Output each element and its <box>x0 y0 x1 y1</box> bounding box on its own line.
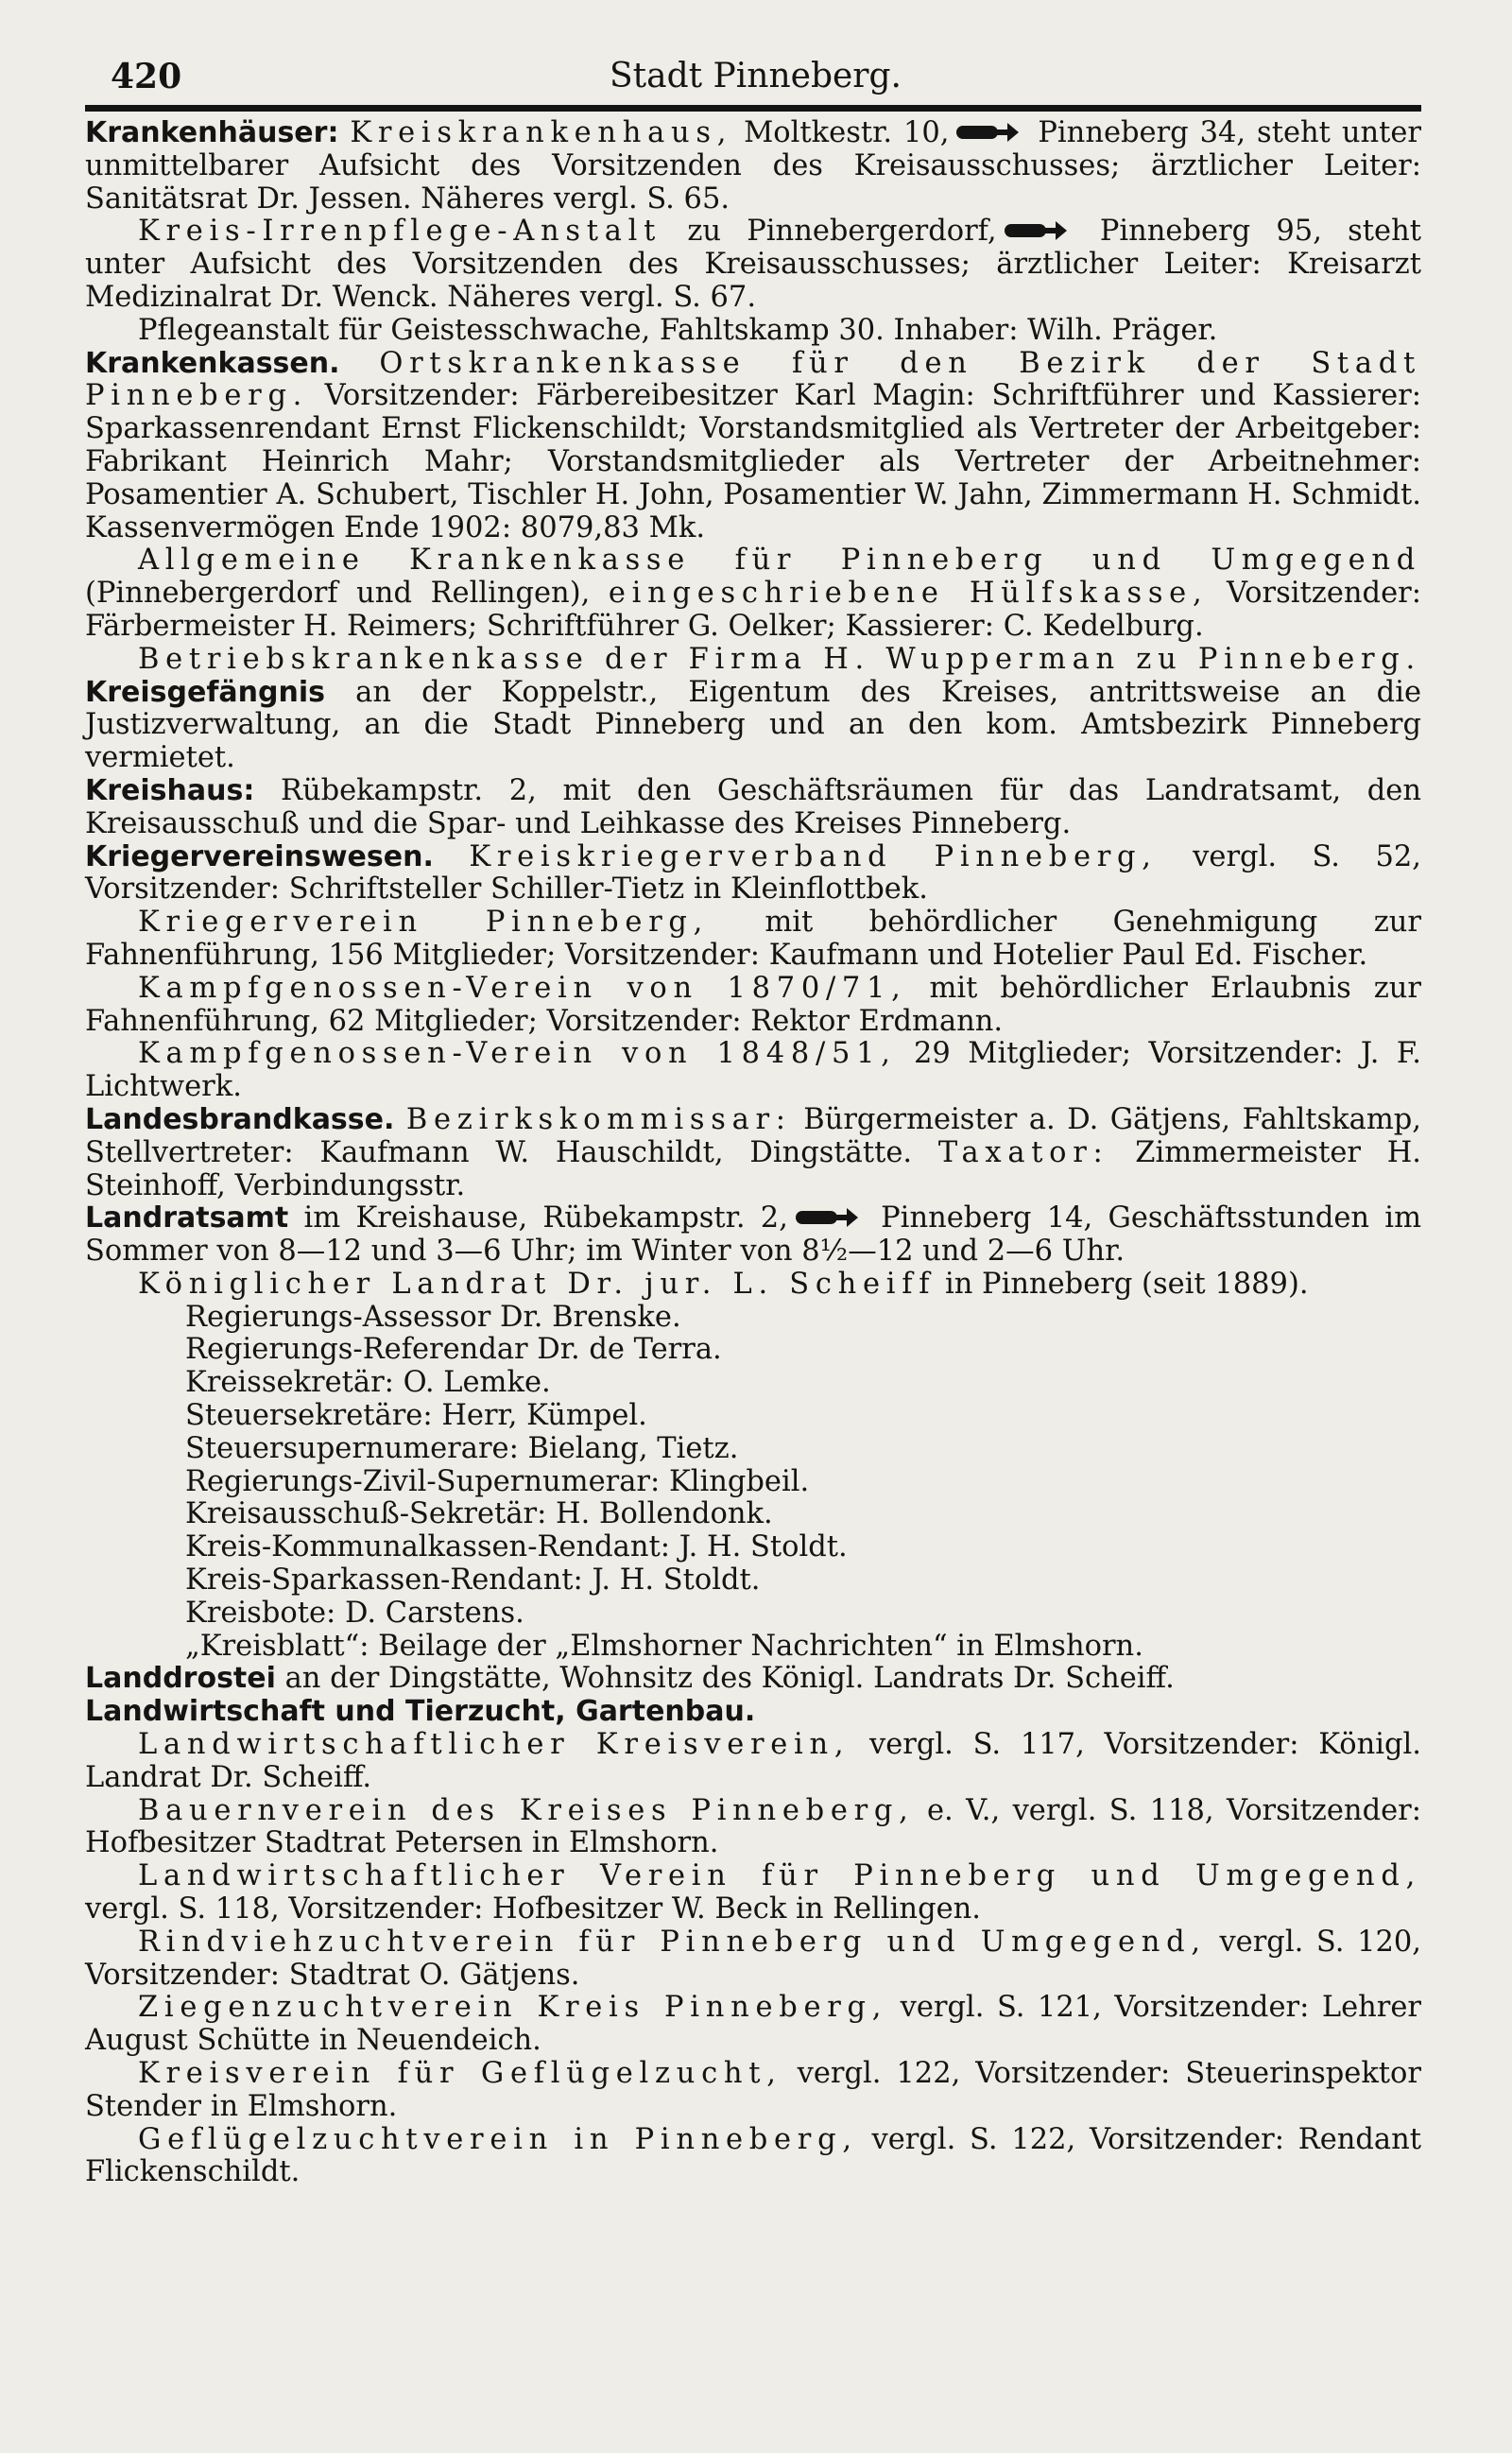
entry-keyword: Kreisgefängnis <box>85 675 325 709</box>
staff-line <box>85 1466 1421 1499</box>
staff-text: Regierungs-Assessor Dr. Brenske. <box>185 1300 681 1334</box>
page-header <box>90 49 1421 106</box>
entry-text: im Kreishause, Rübekampstr. 2, <box>303 1201 788 1235</box>
entry-keyword: Kreishaus: <box>85 773 255 807</box>
entry-text: Pflegeanstalt für Geistesschwache, Fahltskamp 30. Inhaber: Wilh. Präger. <box>138 313 1218 347</box>
entry-text: Bürgermeister a. D. Gätjens, Fahltskamp, Stellvertreter: Kaufmann W. Hauschildt, Dingstätte. <box>85 1102 1421 1169</box>
entry-text: vergl. S. 118, Vorsitzender: Hofbesitzer W. Beck in Rellingen. <box>85 1892 981 1926</box>
staff-line <box>85 1433 1421 1466</box>
telephone-icon <box>954 120 1021 145</box>
entry-spaced-name: Kreis-Irrenpflege-Anstalt <box>138 215 662 249</box>
entry-spaced-name: Allgemeine Krankenkasse für Pinneberg und Umgegend <box>138 544 1421 578</box>
entry-text: e. V., vergl. S. 118, Vorsitzender: Hofbesitzer Stadtrat Petersen in Elmshorn. <box>85 1793 1421 1860</box>
staff-text: Kreisausschuß-Sekretär: H. Bollendonk. <box>185 1497 773 1531</box>
entry-spaced-name: Kampfgenossen-Verein von 1870/71, <box>138 971 907 1005</box>
entry-text: vergl. S. 117, Vorsitzender: Königl. Landrat Dr. Scheiff. <box>85 1728 1421 1794</box>
directory-subentry <box>85 1860 1421 1926</box>
staff-line <box>85 1564 1421 1598</box>
staff-line <box>85 1367 1421 1400</box>
entry-spaced-name: Königlicher Landrat Dr. jur. L. Scheiff <box>138 1267 936 1301</box>
directory-subentry <box>85 2058 1421 2124</box>
directory-subentry <box>85 2124 1421 2190</box>
entry-spaced-name: Kampfgenossen-Verein von 1848/51, <box>138 1037 897 1071</box>
directory-entry <box>85 1202 1421 1269</box>
directory-subentry <box>85 907 1421 973</box>
entry-keyword: Landesbrandkasse. <box>85 1102 395 1136</box>
entry-text: Pinneberg 14, Geschäftsstunden im Sommer von 8—12 und 3—6 Uhr; im Winter von 8½—12 und 2—6 Uhr. <box>85 1201 1421 1269</box>
entry-spaced-name: Rindviehzuchtverein für Pinneberg und Umgegend, <box>138 1925 1207 1959</box>
entry-spaced-name: Bezirkskommissar: <box>405 1102 792 1136</box>
entry-text: vergl. S. 122, Vorsitzender: Rendant Flickenschildt. <box>85 2122 1421 2189</box>
header-rule <box>85 105 1421 112</box>
directory-content <box>85 117 1421 2189</box>
directory-subentry <box>85 544 1421 643</box>
staff-text: Kreisbote: D. Carstens. <box>185 1596 524 1630</box>
entry-text: mit behördlicher Erlaubnis zur Fahnenführung, 62 Mitglieder; Vorsitzender: Rektor Erdmann. <box>85 971 1421 1038</box>
directory-subentry <box>85 1729 1421 1795</box>
staff-text: Kreis-Kommunalkassen-Rendant: J. H. Stoldt. <box>185 1530 848 1564</box>
telephone-icon <box>1003 218 1069 243</box>
telephone-icon <box>794 1205 860 1230</box>
entry-text: vergl. S. 120, Vorsitzender: Stadtrat O. Gätjens. <box>85 1925 1421 1992</box>
entry-text: in Pinneberg (seit 1889). <box>936 1267 1309 1301</box>
directory-entry <box>85 841 1421 907</box>
staff-line <box>85 1498 1421 1531</box>
entry-spaced-name: Landwirtschaftlicher Kreisverein, <box>138 1728 850 1762</box>
directory-subentry <box>85 1795 1421 1861</box>
staff-line <box>85 1400 1421 1433</box>
staff-text: Regierungs-Zivil-Supernumerar: Klingbeil. <box>185 1464 810 1498</box>
entry-keyword: Landratsamt <box>85 1201 289 1235</box>
directory-subentry <box>85 644 1421 677</box>
entry-spaced-name: Landwirtschaftlicher Verein für Pinneberg und Umgegend, <box>138 1859 1421 1893</box>
staff-text: Steuersekretäre: Herr, Kümpel. <box>185 1399 647 1433</box>
entry-text: vergl. 122, Vorsitzender: Steuerinspektor Stender in Elmshorn. <box>85 2057 1421 2123</box>
entry-text: Moltkestr. 10, <box>732 116 950 149</box>
entry-text: (Pinnebergerdorf und Rellingen), <box>85 577 609 611</box>
staff-line <box>85 1302 1421 1335</box>
staff-text: „Kreisblatt“: Beilage der „Elmshorner Nachrichten“ in Elmshorn. <box>185 1629 1143 1663</box>
directory-entry <box>85 775 1421 841</box>
entry-spaced-name: Geflügelzuchtverein in Pinneberg, <box>138 2122 858 2156</box>
entry-keyword: Krankenkassen. <box>85 346 340 380</box>
entry-text: Zimmermeister H. Steinhoff, Verbindungsstr. <box>85 1135 1421 1202</box>
directory-subentry <box>85 216 1421 314</box>
entry-text: an der Koppelstr., Eigentum des Kreises, antrittsweise an die Justizverwaltung, an die Stadt Pinneberg und an den kom. Amtsbezirk Pinneberg vermietet. <box>85 675 1421 775</box>
entry-spaced-name: Bauernverein des Kreises Pinneberg, <box>138 1793 915 1827</box>
directory-subentry <box>85 973 1421 1039</box>
entry-keyword: Kriegervereinswesen. <box>85 839 434 873</box>
page-number: 420 <box>111 57 182 96</box>
entry-spaced-name: Ziegenzuchtverein Kreis Pinneberg, <box>138 1991 888 2025</box>
directory-entry <box>85 1663 1421 1696</box>
directory-subentry <box>85 1992 1421 2058</box>
staff-text: Kreis-Sparkassen-Rendant: J. H. Stoldt. <box>185 1563 761 1598</box>
entry-keyword: Landwirtschaft und Tierzucht, Gartenbau. <box>85 1695 756 1729</box>
entry-spaced-name: Kriegerverein Pinneberg, <box>138 906 710 940</box>
directory-subentry <box>85 315 1421 348</box>
entry-text: 29 Mitglieder; Vorsitzender: J. F. Lichtwerk. <box>85 1037 1421 1104</box>
entry-spaced-name: Taxator: <box>937 1135 1109 1169</box>
entry-spaced-name: Ortskrankenkasse für den Bezirk der Stadt Pinneberg. <box>85 346 1421 413</box>
staff-text: Regierungs-Referendar Dr. de Terra. <box>185 1333 722 1367</box>
entry-text: Vorsitzender: Färbereibesitzer Karl Magin: Schriftführer und Kassierer: Sparkassenrendant Ernst Flickenschildt; Vorstandsmitglied als Vertreter der Arbeitgeber: Fabrikant Heinrich Mahr; Vorstandsmitglieder als Vertreter der Arbeitnehmer: Posamentier A. Schubert, Tischler H. John, Posamentier W. Jahn, Zimmermann H. Schmidt. Kassenvermögen Ende 1902: 8079,83 Mk. <box>85 379 1421 544</box>
entry-text: vergl. S. 52, Vorsitzender: Schriftsteller Schiller-Tietz in Kleinflottbek. <box>85 839 1421 907</box>
directory-subentry <box>85 1038 1421 1104</box>
entry-spaced-name: Kreiskriegerverband Pinneberg, <box>469 839 1158 873</box>
staff-line <box>85 1598 1421 1631</box>
entry-text: mit behördlicher Genehmigung zur Fahnenführung, 156 Mitglieder; Vorsitzender: Kaufmann und Hotelier Paul Ed. Fischer. <box>85 906 1421 972</box>
directory-entry <box>85 1696 1421 1729</box>
page-title: Stadt Pinneberg. <box>609 57 902 95</box>
entry-text: zu Pinnebergerdorf, <box>662 215 997 249</box>
entry-spaced-name: eingeschriebene Hülfskasse, <box>608 577 1209 611</box>
staff-line <box>85 1334 1421 1367</box>
entry-spaced-name: Betriebskrankenkasse der Firma H. Wupperman zu Pinneberg. <box>138 642 1421 676</box>
entry-text: an der Dingstätte, Wohnsitz des Königl. Landrats Dr. Scheiff. <box>284 1662 1175 1696</box>
entry-text: Pinneberg 34, steht unter unmittelbarer Aufsicht des Vorsitzenden des Kreisausschusses; ärztlicher Leiter: Sanitätsrat Dr. Jessen. Näheres vergl. S. 65. <box>85 116 1421 216</box>
entry-keyword: Landdrostei <box>85 1662 276 1696</box>
staff-text: Kreissekretär: O. Lemke. <box>185 1366 551 1400</box>
staff-line <box>85 1531 1421 1564</box>
entry-keyword: Krankenhäuser: <box>85 116 339 149</box>
entry-text: Pinneberg 95, steht unter Aufsicht des Vorsitzenden des Kreisausschusses; ärztlicher Leiter: Kreisarzt Medizinalrat Dr. Wenck. Näheres vergl. S. 67. <box>85 215 1421 314</box>
entry-text: vergl. S. 121, Vorsitzender: Lehrer August Schütte in Neuendeich. <box>85 1991 1421 2058</box>
directory-entry <box>85 1104 1421 1202</box>
staff-text: Steuersupernumerare: Bielang, Tietz. <box>185 1431 739 1465</box>
entry-spaced-name: Kreisverein für Geflügelzucht, <box>138 2057 782 2091</box>
entry-text: Rübekampstr. 2, mit den Geschäftsräumen für das Landratsamt, den Kreisausschuß und die Spar- und Leihkasse des Kreises Pinneberg. <box>85 773 1421 840</box>
entry-text: Vorsitzender: Färbermeister H. Reimers; Schriftführer G. Oelker; Kassierer: C. Kedelburg. <box>85 577 1421 643</box>
directory-entry <box>85 677 1421 775</box>
staff-line <box>85 1631 1421 1664</box>
directory-entry <box>85 348 1421 545</box>
directory-subentry <box>85 1269 1421 1302</box>
directory-entry <box>85 117 1421 216</box>
entry-spaced-name: Kreiskrankenhaus, <box>350 116 733 149</box>
directory-subentry <box>85 1926 1421 1993</box>
